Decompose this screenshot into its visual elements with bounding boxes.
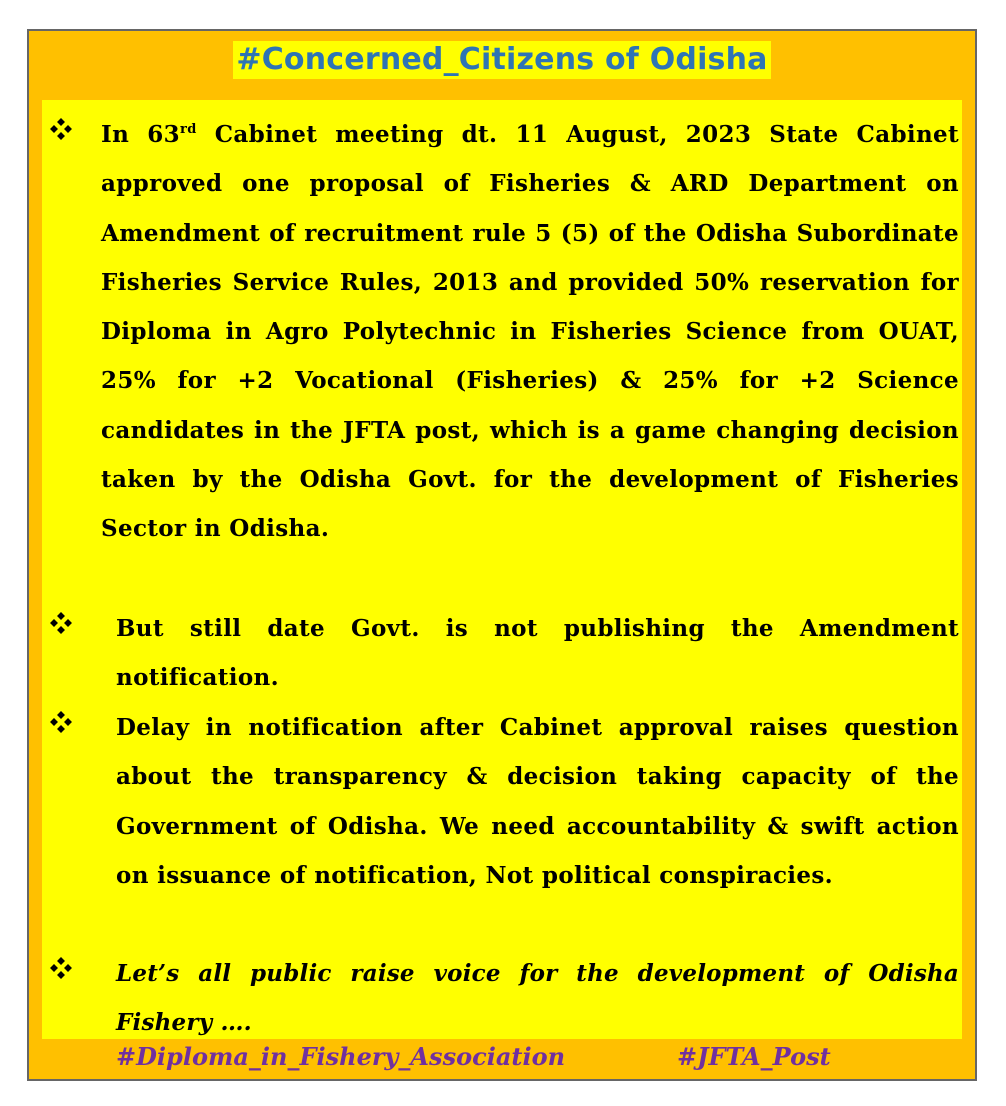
diamond-bullet-icon bbox=[50, 612, 72, 634]
list-item-text: Let’s all public raise voice for the development of Odisha Fishery …. bbox=[116, 960, 959, 1037]
poster-frame bbox=[27, 29, 977, 1081]
list-item-text: But still date Govt. is not publishing the Amendment notification. bbox=[116, 615, 959, 692]
content-panel bbox=[42, 100, 962, 1039]
poster-title: #Concerned_Citizens of Odisha bbox=[233, 41, 770, 79]
footer-hashtag-jfta: #JFTA_Post bbox=[677, 1042, 831, 1071]
footer bbox=[29, 1038, 975, 1076]
diamond-bullet-icon bbox=[50, 957, 72, 979]
list-item-text: Delay in notification after Cabinet approval raises question about the transparency & decision taking capacity of the Government of Odisha. We need accountability & swift action on issuance of notification, Not political conspiracies. bbox=[116, 714, 959, 889]
diamond-bullet-icon bbox=[50, 118, 72, 140]
title-wrap bbox=[29, 41, 975, 79]
diamond-bullet-icon bbox=[50, 711, 72, 733]
list-item-text: In 63rd Cabinet meeting dt. 11 August, 2023 State Cabinet approved one proposal of Fisheries & ARD Department on Amendment of recruitment rule 5 (5) of the Odisha Subordinate Fisheries Service Rules, 2013 and provided 50% reservation for Diploma in Agro Polytechnic in Fisheries Science from OUAT, 25% for +2 Vocational (Fisheries) & 25% for +2 Science candidates in the JFTA post, which is a game changing decision taken by the Odisha Govt. for the development of Fisheries Sector in Odisha. bbox=[101, 121, 960, 543]
footer-hashtag-association: #Diploma_in_Fishery_Association bbox=[116, 1042, 566, 1071]
